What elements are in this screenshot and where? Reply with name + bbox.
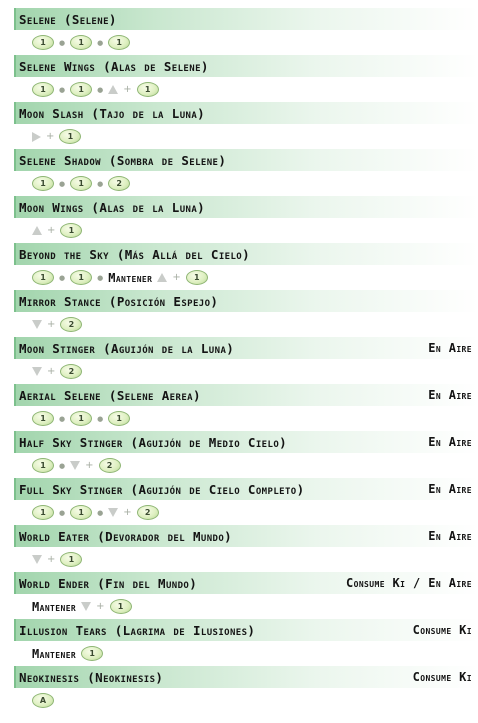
move-header — [14, 55, 478, 77]
button-icon: 1 — [70, 505, 92, 520]
move-tag: En Aire — [428, 388, 472, 402]
button-icon: 2 — [60, 364, 82, 379]
move-name: Aerial Selene (Selene Aerea) — [19, 387, 201, 403]
move-name: Selene (Selene) — [19, 11, 117, 27]
move-entry — [14, 478, 478, 525]
move-header — [14, 619, 478, 641]
move-entry — [14, 102, 478, 149]
button-icon: 1 — [108, 35, 130, 50]
button-icon: 1 — [60, 552, 82, 567]
move-name: Selene Shadow (Sombra de Selene) — [19, 152, 227, 168]
move-header — [14, 666, 478, 688]
move-entry — [14, 525, 478, 572]
button-icon: 1 — [60, 223, 82, 238]
move-inputs — [14, 500, 478, 525]
move-inputs — [14, 406, 478, 431]
plus-icon: + — [47, 554, 56, 565]
separator-dot-icon: ● — [59, 461, 66, 470]
move-name: Moon Slash (Tajo de la Luna) — [19, 105, 206, 121]
plus-icon: + — [46, 131, 55, 142]
move-name: Moon Wings (Alas de la Luna) — [19, 199, 206, 215]
plus-icon: + — [123, 507, 132, 518]
move-header — [14, 572, 478, 594]
move-header — [14, 243, 478, 265]
separator-dot-icon: ● — [97, 273, 104, 282]
move-header — [14, 431, 478, 453]
move-inputs — [14, 77, 478, 102]
move-entry — [14, 619, 478, 666]
plus-icon: + — [47, 366, 56, 377]
move-list — [14, 8, 478, 713]
move-name: Selene Wings (Alas de Selene) — [19, 58, 209, 74]
arrow-down-icon — [32, 555, 42, 564]
move-tag: En Aire — [428, 435, 472, 449]
button-icon: 1 — [32, 35, 54, 50]
button-icon: 1 — [70, 82, 92, 97]
button-icon: 1 — [110, 599, 132, 614]
move-inputs — [14, 30, 478, 55]
separator-dot-icon: ● — [97, 508, 104, 517]
move-entry — [14, 149, 478, 196]
move-name: Beyond the Sky (Más Allá del Cielo) — [19, 246, 251, 262]
move-inputs — [14, 171, 478, 196]
move-entry — [14, 337, 478, 384]
arrow-up-icon — [108, 85, 118, 94]
separator-dot-icon: ● — [59, 179, 66, 188]
move-entry — [14, 8, 478, 55]
move-header — [14, 102, 478, 124]
move-name: Full Sky Stinger (Aguijón de Cielo Completo) — [19, 481, 305, 497]
hold-label: Mantener — [32, 599, 77, 614]
move-header — [14, 290, 478, 312]
move-tag: En Aire — [428, 482, 472, 496]
button-icon: 2 — [99, 458, 121, 473]
move-inputs — [14, 359, 478, 384]
arrow-down-icon — [108, 508, 118, 517]
arrow-up-icon — [32, 226, 42, 235]
move-header — [14, 196, 478, 218]
move-entry — [14, 572, 478, 619]
move-inputs — [14, 594, 478, 619]
button-icon: 1 — [32, 505, 54, 520]
separator-dot-icon: ● — [97, 414, 104, 423]
button-icon: 1 — [59, 129, 81, 144]
hold-label: Mantener — [32, 646, 77, 661]
move-tag: En Aire — [428, 341, 472, 355]
arrow-up-icon — [157, 273, 167, 282]
move-tag: Consume Ki — [412, 623, 472, 637]
move-entry — [14, 55, 478, 102]
button-icon: 1 — [81, 646, 103, 661]
move-entry — [14, 243, 478, 290]
arrow-down-icon — [81, 602, 91, 611]
move-name: Neokinesis (Neokinesis) — [19, 669, 164, 685]
move-entry — [14, 384, 478, 431]
move-header — [14, 384, 478, 406]
arrow-down-icon — [32, 367, 42, 376]
move-name: Moon Stinger (Aguijón de la Luna) — [19, 340, 235, 356]
move-inputs — [14, 547, 478, 572]
move-inputs — [14, 218, 478, 243]
button-icon: 1 — [32, 176, 54, 191]
plus-icon: + — [47, 225, 56, 236]
button-icon: 1 — [32, 411, 54, 426]
move-header — [14, 8, 478, 30]
move-entry — [14, 666, 478, 713]
button-icon: 1 — [186, 270, 208, 285]
move-inputs — [14, 688, 478, 713]
move-inputs — [14, 124, 478, 149]
separator-dot-icon: ● — [59, 414, 66, 423]
move-name: Half Sky Stinger (Aguijón de Medio Cielo) — [19, 434, 288, 450]
button-icon: A — [32, 693, 54, 708]
separator-dot-icon: ● — [59, 38, 66, 47]
move-name: Illusion Tears (Lagrima de Ilusiones) — [19, 622, 256, 638]
move-inputs — [14, 641, 478, 666]
button-icon: 1 — [32, 270, 54, 285]
button-icon: 1 — [70, 176, 92, 191]
move-entry — [14, 196, 478, 243]
plus-icon: + — [123, 84, 132, 95]
move-tag: Consume Ki / En Aire — [345, 576, 472, 590]
plus-icon: + — [85, 460, 94, 471]
button-icon: 2 — [137, 505, 159, 520]
button-icon: 1 — [70, 270, 92, 285]
separator-dot-icon: ● — [97, 38, 104, 47]
button-icon: 2 — [60, 317, 82, 332]
move-tag: Consume Ki — [412, 670, 472, 684]
button-icon: 1 — [32, 82, 54, 97]
button-icon: 2 — [108, 176, 130, 191]
move-entry — [14, 290, 478, 337]
arrow-right-icon — [32, 132, 41, 142]
plus-icon: + — [172, 272, 181, 283]
move-name: World Eater (Devorador del Mundo) — [19, 528, 233, 544]
move-inputs — [14, 312, 478, 337]
separator-dot-icon: ● — [59, 508, 66, 517]
move-header — [14, 525, 478, 547]
arrow-down-icon — [32, 320, 42, 329]
plus-icon: + — [96, 601, 105, 612]
move-name: Mirror Stance (Posición Espejo) — [19, 293, 219, 309]
button-icon: 1 — [70, 35, 92, 50]
button-icon: 1 — [32, 458, 54, 473]
move-header — [14, 337, 478, 359]
plus-icon: + — [47, 319, 56, 330]
arrow-down-icon — [70, 461, 80, 470]
move-header — [14, 478, 478, 500]
move-entry — [14, 431, 478, 478]
separator-dot-icon: ● — [59, 85, 66, 94]
separator-dot-icon: ● — [97, 179, 104, 188]
move-inputs — [14, 265, 478, 290]
move-name: World Ender (Fin del Mundo) — [19, 575, 198, 591]
button-icon: 1 — [70, 411, 92, 426]
separator-dot-icon: ● — [59, 273, 66, 282]
move-inputs — [14, 453, 478, 478]
move-tag: En Aire — [428, 529, 472, 543]
button-icon: 1 — [108, 411, 130, 426]
separator-dot-icon: ● — [97, 85, 104, 94]
move-header — [14, 149, 478, 171]
button-icon: 1 — [137, 82, 159, 97]
hold-label: Mantener — [108, 270, 153, 285]
